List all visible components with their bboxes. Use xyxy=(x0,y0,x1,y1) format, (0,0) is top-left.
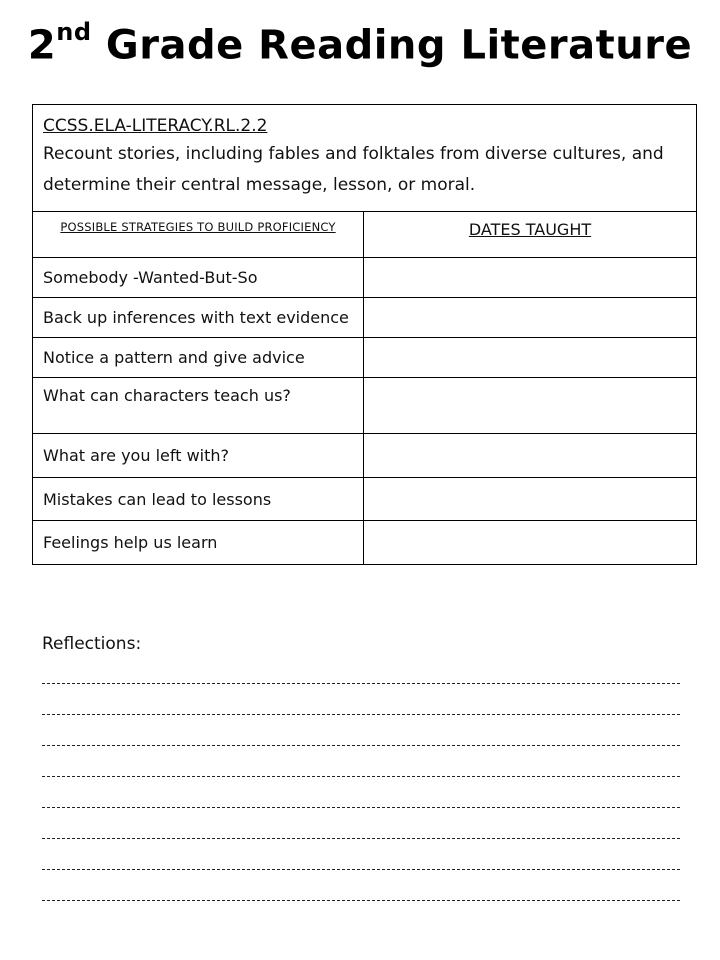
strategy-label: What are you left with? xyxy=(33,434,364,477)
reflection-line[interactable] xyxy=(42,808,680,839)
page-title xyxy=(0,18,720,69)
table-row xyxy=(33,338,696,378)
date-taught-cell[interactable] xyxy=(364,378,696,433)
strategy-label: What can characters teach us? xyxy=(33,378,364,433)
table-header-row xyxy=(33,212,696,258)
reflection-line[interactable] xyxy=(42,839,680,870)
table-row xyxy=(33,434,696,478)
reflection-lines xyxy=(42,680,680,901)
date-taught-cell[interactable] xyxy=(364,434,696,477)
standard-cell xyxy=(33,105,696,212)
strategy-label: Somebody -Wanted-But-So xyxy=(33,258,364,297)
reflection-line[interactable] xyxy=(42,746,680,777)
date-taught-cell[interactable] xyxy=(364,338,696,377)
strategies-header: POSSIBLE STRATEGIES TO BUILD PROFICIENCY xyxy=(33,212,364,257)
table-row xyxy=(33,478,696,521)
reflection-line[interactable] xyxy=(42,684,680,715)
table-row xyxy=(33,521,696,565)
strategy-label: Mistakes can lead to lessons xyxy=(33,478,364,520)
strategy-label: Feelings help us learn xyxy=(33,521,364,564)
reflection-line[interactable] xyxy=(42,870,680,901)
table-row xyxy=(33,258,696,298)
title-text: Grade Reading Literature xyxy=(91,22,693,69)
date-taught-cell[interactable] xyxy=(364,478,696,520)
table-row xyxy=(33,378,696,434)
standard-code: CCSS.ELA-LITERACY.RL.2.2 xyxy=(43,116,268,136)
standard-description: Recount stories, including fables and folktales from diverse cultures, and determine their central message, lesson, or moral. xyxy=(43,144,664,195)
dates-taught-header: DATES TAUGHT xyxy=(468,220,592,239)
strategy-label: Back up inferences with text evidence xyxy=(33,298,364,337)
reflection-line[interactable] xyxy=(42,715,680,746)
standards-table xyxy=(32,104,697,565)
table-row xyxy=(33,298,696,338)
date-taught-cell[interactable] xyxy=(364,521,696,564)
date-taught-cell[interactable] xyxy=(364,298,696,337)
date-taught-cell[interactable] xyxy=(364,258,696,297)
title-ordinal-suffix: nd xyxy=(56,18,92,46)
title-grade-number: 2 xyxy=(27,22,57,69)
reflection-line[interactable] xyxy=(42,777,680,808)
strategy-label: Notice a pattern and give advice xyxy=(33,338,364,377)
reflections-label: Reflections: xyxy=(42,634,142,654)
